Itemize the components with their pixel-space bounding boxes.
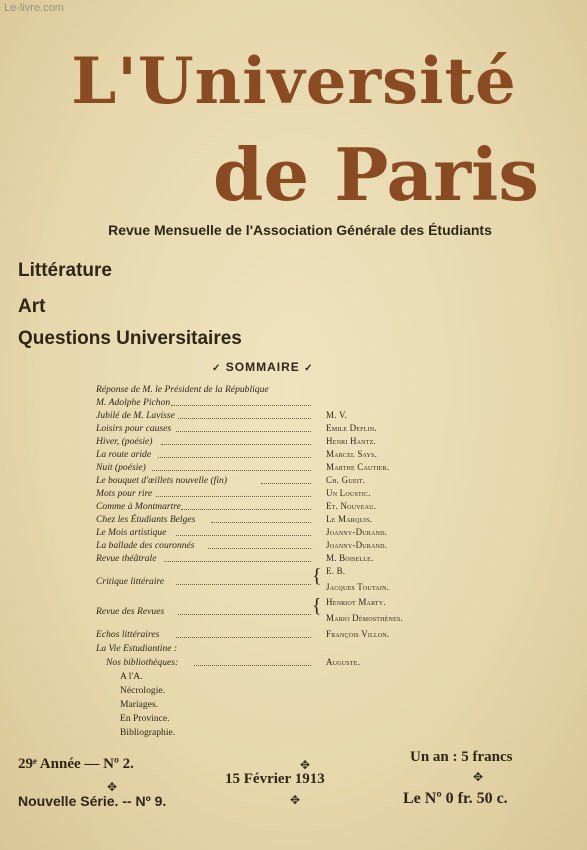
ornament-right-icon: ✓ <box>304 363 314 374</box>
toc-leader <box>181 500 311 510</box>
prix: Le Nº 0 fr. 50 c. <box>403 790 508 807</box>
toc-leader <box>156 487 311 497</box>
toc-author: Emile Deflin. <box>326 423 377 433</box>
issue-date: 15 Février 1913 <box>225 771 325 787</box>
abonnement: Un an : 5 francs <box>410 749 513 765</box>
toc-title: Revue des Revues <box>96 606 165 617</box>
toc-author: E. B. <box>326 566 346 576</box>
ornament-icon: ✥ <box>107 780 118 794</box>
toc-leader <box>161 435 311 445</box>
toc-author: François Villon. <box>326 629 390 639</box>
toc-author: Marcel Says. <box>326 449 378 459</box>
toc-title: Echos littéraires <box>96 629 160 640</box>
toc-author: Ch. Gueit. <box>326 475 366 485</box>
toc-leader <box>176 628 311 638</box>
toc-title: Nécrologie. <box>120 685 166 696</box>
toc-leader <box>178 409 311 419</box>
nouvelle-serie: Nouvelle Série. -- Nº 9. <box>18 793 167 809</box>
masthead-line-1: L'Université <box>71 44 517 119</box>
toc-leader <box>158 448 311 458</box>
toc-title: Hiver, (poésie) <box>96 436 153 447</box>
toc-title: A l'A. <box>120 671 143 682</box>
toc-title: Réponse de M. le Président de la République <box>96 384 269 395</box>
section-questions: Questions Universitaires <box>18 328 242 349</box>
toc-title: Nuit (poésie) <box>96 462 146 473</box>
toc-leader <box>164 552 311 562</box>
sommaire-label: SOMMAIRE <box>225 360 300 374</box>
ornament-left-icon: ✓ <box>212 363 222 374</box>
section-art: Art <box>18 296 46 317</box>
watermark: Le-livre.com <box>4 2 64 14</box>
toc-title: En Province. <box>120 713 170 724</box>
toc-author: Mario Démosthènes. <box>326 613 403 623</box>
toc-author: Henri Hantz. <box>326 436 376 446</box>
toc-title: Mots pour rire <box>96 488 153 499</box>
toc-title: La Vie Estudiantine : <box>96 643 178 654</box>
annee-numero: 29ᵉ Année — Nº 2. <box>18 756 134 772</box>
toc-title: La ballade des couronnés <box>96 540 195 551</box>
toc-author: Joanny-Durand. <box>326 527 388 537</box>
toc-leader <box>176 526 311 536</box>
ornament-icon: ✥ <box>473 770 484 784</box>
brace-icon: { <box>312 595 322 617</box>
toc-title: La route aride <box>96 449 152 460</box>
toc-leader <box>194 656 311 666</box>
toc-title: Comme à Montmartre <box>96 501 181 512</box>
toc-author: Joanny-Durand. <box>326 540 388 550</box>
toc-title: Chez les Étudiants Belges <box>96 514 196 525</box>
ornament-icon: ✥ <box>300 758 311 772</box>
toc-title: Le bouquet d'œillets nouvelle (fin) <box>96 475 228 486</box>
toc-leader <box>178 605 311 615</box>
toc-author: Marthe Cautier. <box>326 462 390 472</box>
toc-author: Et. Nouveau. <box>326 501 377 511</box>
toc-leader <box>208 539 311 549</box>
toc-title: Bibliographie. <box>120 727 176 738</box>
toc-author: Le Marquis. <box>326 514 373 524</box>
toc-title: Le Mois artistique <box>96 527 167 538</box>
toc-author: Un Loustic. <box>326 488 371 498</box>
toc-title: Nos bibliothèques: <box>106 657 179 668</box>
toc-author: M. V. <box>326 410 347 420</box>
section-litterature: Littérature <box>18 260 112 281</box>
toc-title: M. Adolphe Pichon <box>96 397 171 408</box>
brace-icon: { <box>312 565 322 587</box>
subtitle: Revue Mensuelle de l'Association Générale des Étudiants <box>108 222 492 238</box>
toc-title: Loisirs pour causes <box>96 423 172 434</box>
toc-leader <box>211 513 311 523</box>
toc-author: Auguste. <box>326 657 361 667</box>
sommaire-heading <box>212 360 313 374</box>
toc-title: Critique littéraire <box>96 576 165 587</box>
toc-author: M. Boiselle. <box>326 553 374 563</box>
toc-leader <box>176 422 311 432</box>
masthead-line-2: de Paris <box>213 132 539 217</box>
toc-leader <box>176 575 311 585</box>
toc-title: Revue théâtrale <box>96 553 157 564</box>
toc-leader <box>171 396 311 406</box>
toc-title: Jubilé de M. Lavisse <box>96 410 175 421</box>
toc-title: Mariages. <box>120 699 159 710</box>
ornament-icon: ✥ <box>290 793 301 807</box>
toc-author: Jacques Toutain. <box>326 582 390 592</box>
toc-author: Henriot Marty. <box>326 597 386 607</box>
toc-leader <box>152 461 311 471</box>
toc-leader <box>261 474 311 484</box>
